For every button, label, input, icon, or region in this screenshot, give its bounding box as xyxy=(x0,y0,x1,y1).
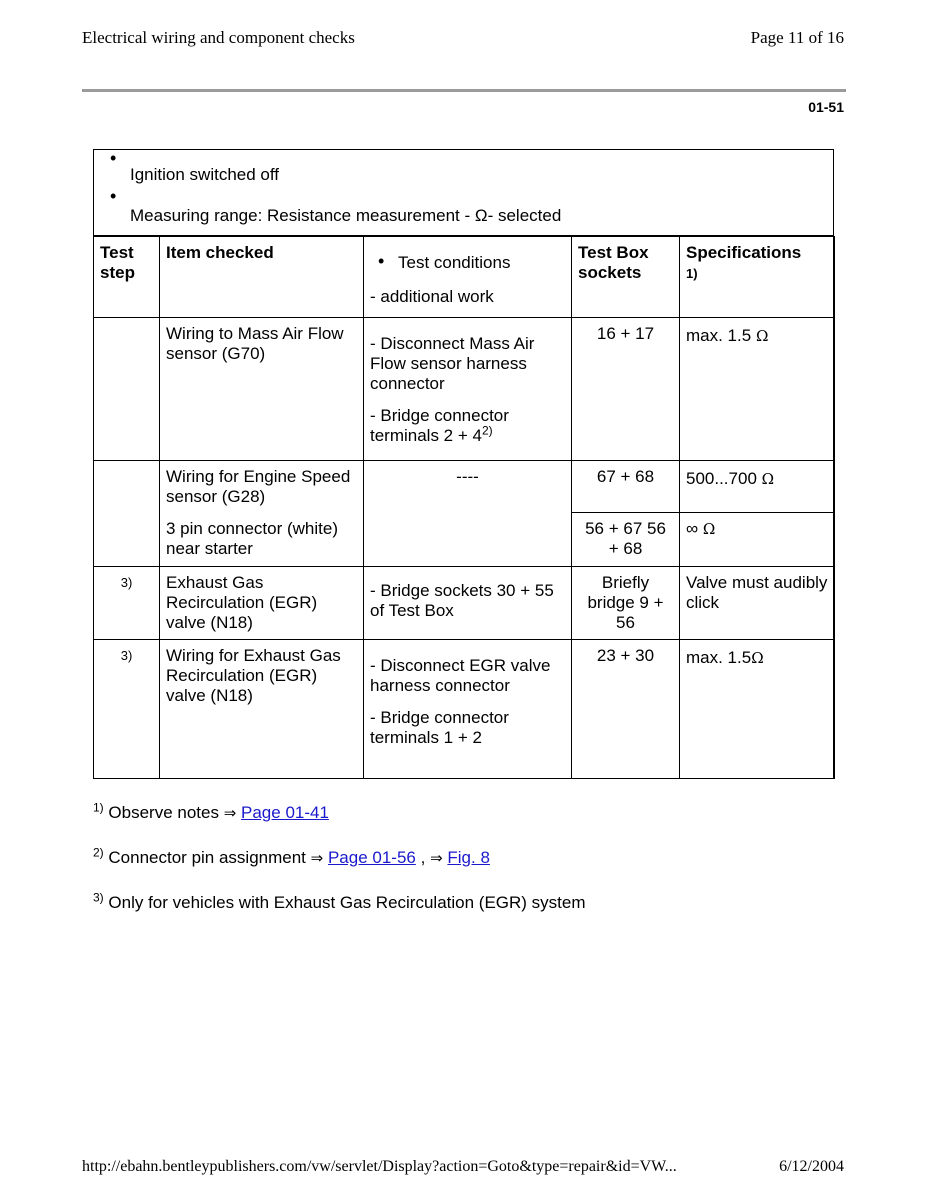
section-page-ref: 01-51 xyxy=(808,99,844,115)
arrow-right-icon: ⇒ xyxy=(430,850,443,867)
page-title: Electrical wiring and component checks xyxy=(82,28,355,47)
table-row xyxy=(94,461,835,513)
item-text: Wiring for Engine Speed sensor (G28) xyxy=(166,467,351,506)
condition-line: - Disconnect EGR valve harness connector xyxy=(370,656,551,695)
footnote xyxy=(93,890,586,913)
ohm-symbol: Ω xyxy=(702,520,716,538)
test-table xyxy=(93,236,835,779)
footnote xyxy=(93,800,329,823)
condition-text: - Bridge connector terminals 2 + 4 xyxy=(370,406,509,445)
test-table-box xyxy=(93,149,834,779)
separator: , xyxy=(420,848,426,867)
bullet-icon: • xyxy=(110,148,117,168)
bullet-icon: • xyxy=(110,186,117,206)
footnote-text: Connector pin assignment xyxy=(108,848,306,867)
header-item-checked: Item checked xyxy=(160,237,364,318)
condition-line: - Bridge connector terminals 1 + 2 xyxy=(370,708,509,747)
footer-url: http://ebahn.bentleypublishers.com/vw/servlet/Display?action=Goto&type=repair&id=VW... xyxy=(82,1158,677,1175)
cell-spec xyxy=(680,318,835,461)
cell-sockets: 67 + 68 xyxy=(572,461,680,513)
cell-spec xyxy=(680,513,835,567)
cell-step: 3) xyxy=(94,567,160,640)
spec-value: ∞ xyxy=(686,519,699,538)
header-additional-work: - additional work xyxy=(370,287,494,306)
cell-conditions: - Bridge sockets 30 + 55 of Test Box xyxy=(364,567,572,640)
page-link[interactable]: Page 01-41 xyxy=(241,803,329,822)
spec-value: 500...700 xyxy=(686,469,757,488)
bullet-icon: • xyxy=(378,251,385,271)
arrow-right-icon: ⇒ xyxy=(310,850,324,867)
footnote-mark: 1) xyxy=(93,800,104,815)
condition-text: Ignition switched off xyxy=(130,165,279,184)
cell-spec xyxy=(680,640,835,779)
footnote-mark: 2) xyxy=(93,845,104,860)
spec-value: max. 1.5 xyxy=(686,648,752,667)
header-test-conditions xyxy=(364,237,572,318)
page-number: Page 11 of 16 xyxy=(750,28,844,47)
footnote-text: Observe notes xyxy=(108,803,219,822)
cell-conditions: ---- xyxy=(364,461,572,567)
cell-conditions xyxy=(364,640,572,779)
cell-spec xyxy=(680,461,835,513)
table-row xyxy=(94,318,835,461)
arrow-right-icon: ⇒ xyxy=(223,805,237,822)
footer-date: 6/12/2004 xyxy=(779,1158,844,1175)
header-divider xyxy=(82,89,846,92)
ohm-symbol: Ω xyxy=(761,470,775,488)
cell-spec: Valve must audibly click xyxy=(680,567,835,640)
footnote-text: Only for vehicles with Exhaust Gas Recirculation (EGR) system xyxy=(108,893,586,912)
header-test-box-sockets: Test Box sockets xyxy=(572,237,680,318)
cell-item: Wiring to Mass Air Flow sensor (G70) xyxy=(160,318,364,461)
header-test-step: Test step xyxy=(94,237,160,318)
footnote-ref: 2) xyxy=(481,423,493,438)
table-row xyxy=(94,640,835,779)
condition-line xyxy=(370,406,565,446)
cell-sockets: Briefly bridge 9 + 56 xyxy=(572,567,680,640)
cell-item: Exhaust Gas Recirculation (EGR) valve (N18) xyxy=(160,567,364,640)
cell-step: 3) xyxy=(94,640,160,779)
header-spec-label: Specifications xyxy=(686,243,802,262)
header-conditions-label: Test conditions xyxy=(398,253,511,272)
table-header-row xyxy=(94,237,835,318)
spec-value: max. 1.5 xyxy=(686,326,752,345)
table-row xyxy=(94,567,835,640)
page-link[interactable]: Page 01-56 xyxy=(327,848,416,867)
cell-sockets: 16 + 17 xyxy=(572,318,680,461)
condition-line: - Disconnect Mass Air Flow sensor harness connector xyxy=(370,334,535,393)
condition-text: Measuring range: Resistance measurement - Ω- selected xyxy=(130,206,562,225)
condition-item xyxy=(94,150,833,188)
footnote xyxy=(93,845,490,868)
ohm-symbol: Ω xyxy=(755,327,769,345)
ohm-symbol: Ω xyxy=(751,649,764,667)
cell-conditions xyxy=(364,318,572,461)
footnote-mark: 3) xyxy=(93,890,104,905)
cell-step xyxy=(94,318,160,461)
cell-sockets: 23 + 30 xyxy=(572,640,680,779)
item-text: 3 pin connector (white) near starter xyxy=(166,519,338,558)
cell-step xyxy=(94,461,160,567)
cell-item: Wiring for Exhaust Gas Recirculation (EGR) valve (N18) xyxy=(160,640,364,779)
cell-item xyxy=(160,461,364,567)
cell-sockets: 56 + 67 56 + 68 xyxy=(572,513,680,567)
footnote-ref: 1) xyxy=(686,266,698,281)
header-conditions-bullet xyxy=(370,253,565,273)
header-specifications xyxy=(680,237,835,318)
condition-item xyxy=(94,188,833,236)
figure-link[interactable]: Fig. 8 xyxy=(447,848,490,867)
